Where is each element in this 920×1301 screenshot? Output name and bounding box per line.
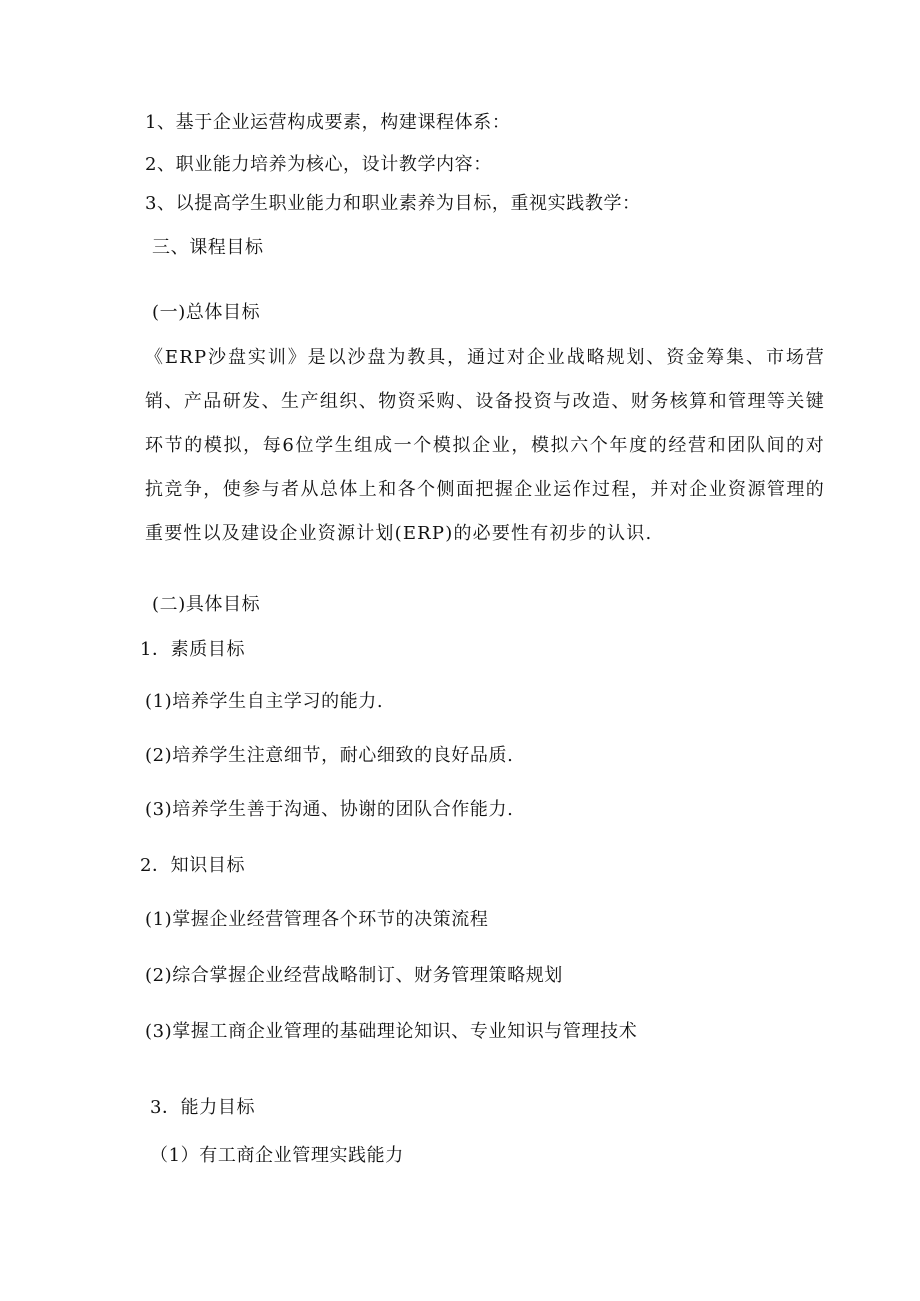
overall-goals-heading: (一)总体目标 — [152, 302, 261, 323]
overall-goals-paragraph: 《ERP沙盘实训》是以沙盘为教具，通过对企业战略规划、资金筹集、市场营销、产品研发、生产组织、物资采购、设备投资与改造、财务核算和管理等关键环节的模拟，每6位学生组成一个模拟企业，模拟六个年度的经营和团队间的对抗竞争，使参与者从总体上和各个侧面把握企业运作过程，并对企业资源管理的重要性以及建设企业资源计划(ERP)的必要性有初步的认识. — [145, 347, 825, 544]
knowledge-goals-heading: 2．知识目标 — [140, 855, 246, 876]
ability-goal-item: （1）有工商企业管理实践能力 — [150, 1145, 404, 1166]
principle-3: 3、以提高学生职业能力和职业素养为目标，重视实践教学： — [145, 193, 641, 214]
principle-1: 1、基于企业运营构成要素，构建课程体系： — [145, 112, 511, 133]
ability-goals-heading: 3．能力目标 — [150, 1097, 256, 1118]
knowledge-goal-item: (1)掌握企业经营管理各个环节的决策流程 — [145, 909, 489, 930]
knowledge-goal-item: (3)掌握工商企业管理的基础理论知识、专业知识与管理技术 — [145, 1021, 638, 1042]
section-heading-course-goals: 三、课程目标 — [152, 237, 264, 258]
principle-2: 2、职业能力培养为核心，设计教学内容： — [145, 154, 492, 175]
quality-goal-item: (2)培养学生注意细节，耐心细致的良好品质. — [145, 745, 514, 766]
specific-goals-heading: (二)具体目标 — [152, 594, 261, 615]
quality-goals-heading: 1．素质目标 — [140, 639, 246, 660]
quality-goal-item: (1)培养学生自主学习的能力. — [145, 691, 384, 712]
quality-goal-item: (3)培养学生善于沟通、协谢的团队合作能力. — [145, 799, 514, 820]
knowledge-goal-item: (2)综合掌握企业经营战略制订、财务管理策略规划 — [145, 965, 563, 986]
